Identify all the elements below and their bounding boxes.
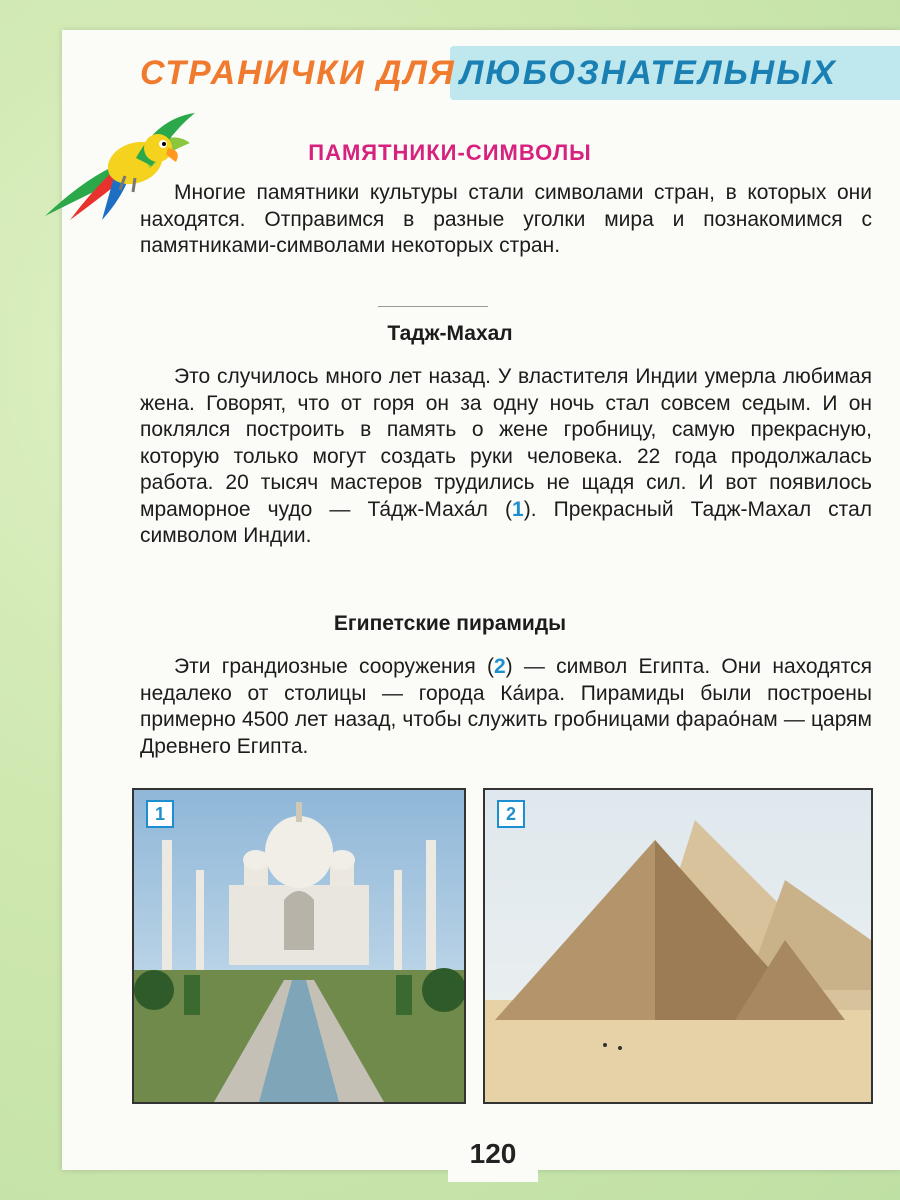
taj-mahal-image [134,790,464,1102]
banner-title-part1: СТРАНИЧКИ ДЛЯ [140,54,456,92]
pyramids-image [485,790,871,1102]
taj-text-after: ). Прекрасный Тадж-Махал стал символом Индии. [140,497,872,547]
egypt-heading: Египетские пирамиды [333,612,567,635]
pyramids-photo [483,788,873,1104]
egypt-paragraph [140,654,872,760]
banner-title-part2: ЛЮБОЗНАТЕЛЬНЫХ [460,54,837,92]
photo-badge-1: 1 [146,800,174,828]
page-number: 120 [469,1138,517,1169]
intro-text: Многие памятники культуры стали символами стран, в которых они находятся. Отправимся в разные уголки мира и познакомимся с памятниками-символами некоторых стран. [140,181,872,257]
taj-paragraph [140,364,872,550]
photo-ref-1: 1 [512,497,524,521]
egypt-text-before: Эти грандиозные сооружения ( [174,655,494,678]
intro-paragraph [140,180,872,260]
photo-ref-2: 2 [493,655,506,678]
taj-text-before: Это случилось много лет назад. У властителя Индии умерла любимая жена. Говорят, что от горя он за одну ночь стал совсем седым. И он поклялся построить в память о жене гробницу, самую прекрасную, которую только могут создать руки человека. 22 года продолжалась работа. 20 тысяч мастеров трудились не щадя сил. И вот появилось мраморное чудо — Та́дж-Маха́л ( [140,365,872,521]
taj-heading: Тадж-Махал [387,322,513,345]
page-heading: ПАМЯТНИКИ-СИМВОЛЫ [308,140,592,165]
egypt-text-after: ) — символ Египта. Они находятся недалеко от столицы — города Ка́ира. Пирамиды были построены примерно 4500 лет назад, чтобы служить гробницами фарао́нам — царям Древнего Египта. [140,655,872,758]
photo-badge-2: 2 [497,800,525,828]
divider-line [378,306,488,307]
section-banner [62,40,900,110]
taj-mahal-photo [132,788,466,1104]
